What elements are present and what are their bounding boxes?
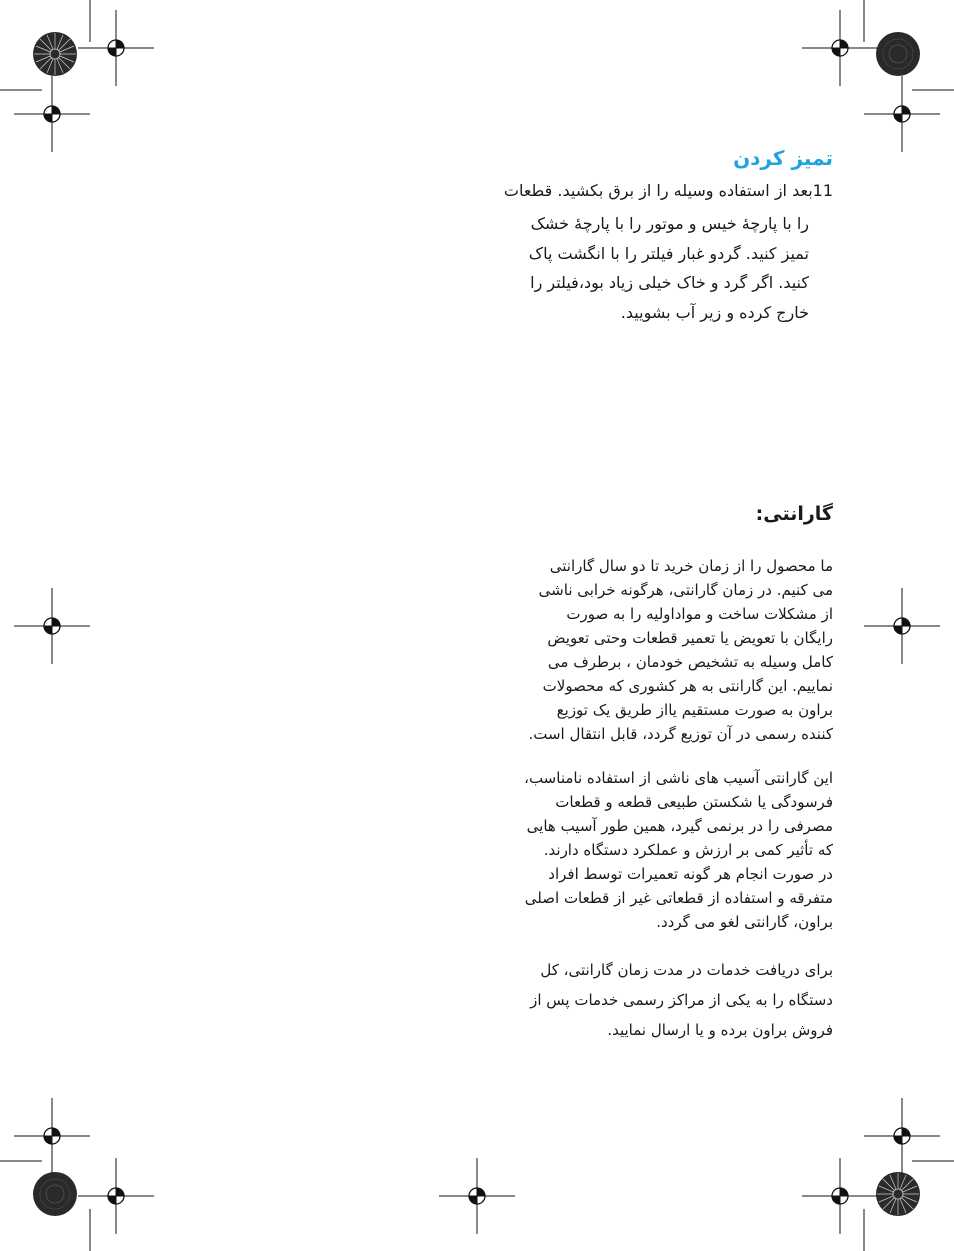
warranty-title: گارانتی:: [755, 503, 833, 525]
warranty-text-line: نماییم. این گارانتی به هر کشوری که محصولات: [542, 677, 833, 695]
cleaning-title: تمیز کردن: [733, 146, 833, 170]
warranty-text-line: متفرقه و استفاده از قطعاتی غیر از قطعات اصلی: [524, 889, 833, 907]
warranty-text-line: این گارانتی آسیب های ناشی از استفاده نامناسب،: [524, 769, 833, 787]
warranty-text-line: کننده رسمی در آن توزیع گردد، قابل انتقال است.: [528, 725, 833, 743]
cleaning-text-line: بعد از استفاده وسیله را از برق بکشید. قطعات: [503, 181, 813, 200]
warranty-text-line: فروش براون برده و یا ارسال نمایید.: [607, 1021, 833, 1039]
warranty-text-line: مصرفی را در برنمی گیرد، همین طور آسیب هایی: [526, 817, 833, 835]
step-number: 11: [812, 181, 833, 200]
registration-mark-icon: [864, 76, 940, 152]
warranty-text-line: رایگان با تعویض یا تعمیر قطعات وحتی تعویض: [547, 629, 833, 647]
warranty-text-line: برای دریافت خدمات در مدت زمان گارانتی، کل: [540, 961, 833, 979]
registration-mark-icon: [14, 588, 90, 664]
registration-mark-icon: [78, 1158, 154, 1234]
registration-mark-icon: [14, 76, 90, 152]
warranty-text-line: از مشکلات ساخت و مواداولیه را به صورت: [566, 605, 833, 623]
registration-mark-icon: [864, 1098, 940, 1174]
cleaning-text-line: را با پارچهٔ خیس و موتور را با پارچهٔ خشک: [530, 214, 809, 233]
warranty-text-line: در صورت انجام هر گونه تعمیرات توسط افراد: [548, 865, 833, 883]
warranty-text-line: کامل وسیله به تشخیص خودمان ، برطرف می: [547, 653, 833, 671]
warranty-text-line: براون، گارانتی لغو می گردد.: [656, 913, 833, 931]
warranty-text-line: ما محصول را از زمان خرید تا دو سال گارانتی: [549, 557, 833, 575]
cleaning-text-line: تمیز کنید. گردو غبار فیلتر را با انگشت پاک: [528, 244, 809, 263]
registration-star-icon: [876, 1172, 920, 1216]
warranty-text-line: فرسودگی یا شکستن طبیعی قطعه و قطعات: [555, 793, 833, 811]
warranty-text-line: دستگاه را به یکی از مراکز رسمی خدمات پس از: [530, 991, 833, 1009]
registration-star-icon: [33, 32, 77, 76]
registration-dot-icon: [33, 1172, 77, 1216]
registration-mark-icon: [802, 1158, 878, 1234]
warranty-text-line: می کنیم. در زمان گارانتی، هرگونه خرابی ناشی: [538, 581, 833, 599]
registration-mark-icon: [802, 10, 878, 86]
cleaning-text-line: خارج کرده و زیر آب بشویید.: [620, 303, 809, 322]
registration-mark-icon: [864, 588, 940, 664]
registration-dot-icon: [876, 32, 920, 76]
cleaning-first-line: [504, 176, 833, 206]
cleaning-text-line: کنید. اگر گرد و خاک خیلی زیاد بود،فیلتر را: [530, 273, 809, 292]
registration-mark-icon: [78, 10, 154, 86]
warranty-text-line: براون به صورت مستقیم یااز طریق یک توزیع: [556, 701, 833, 719]
registration-mark-icon: [14, 1098, 90, 1174]
registration-mark-icon: [439, 1158, 515, 1234]
warranty-text-line: که تأثیر کمی بر ارزش و عملکرد دستگاه دارند.: [543, 841, 833, 859]
